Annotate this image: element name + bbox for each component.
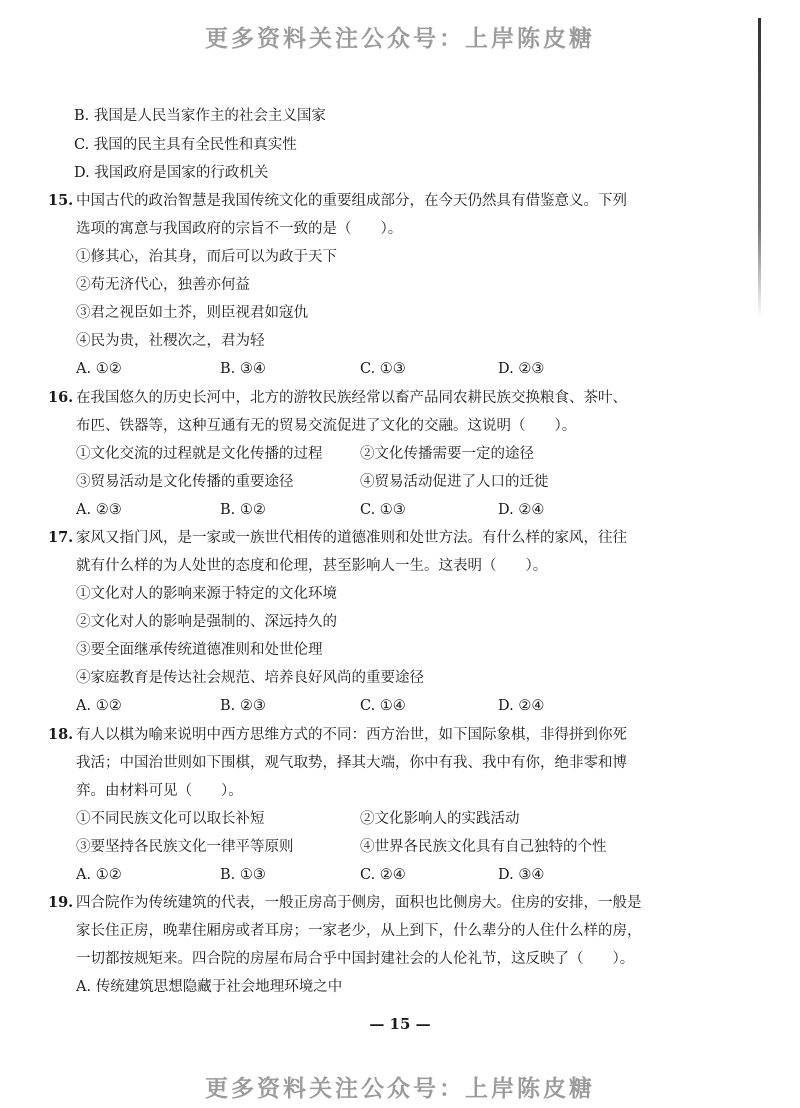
question-15-number: 15. (48, 192, 74, 209)
question-19-stem-3: 一切都按规矩来。四合院的房屋布局合乎中国封建社会的人伦礼节，这反映了（ ）。 (76, 951, 635, 967)
question-18-item-4: ④世界各民族文化具有自己独特的个性 (360, 839, 607, 855)
question-15-item-3: ③君之视臣如土芥，则臣视君如寇仇 (76, 305, 308, 321)
page-number: — 15 — (369, 1015, 431, 1033)
question-18-option-b: B. ①③ (220, 867, 266, 883)
question-18-option-a: A. ①② (76, 867, 122, 883)
question-19-stem-1: 四合院作为传统建筑的代表，一般正房高于侧房，面积也比侧房大。住房的安排，一般是 (76, 895, 642, 911)
watermark-top: 更多资料关注公众号：上岸陈皮糖 (205, 26, 595, 52)
question-15-stem-2: 选项的寓意与我国政府的宗旨不一致的是（ ）。 (76, 221, 403, 237)
question-19-number: 19. (48, 894, 74, 911)
question-19-option-a: A. 传统建筑思想隐藏于社会地理环境之中 (76, 979, 343, 995)
question-17-item-1: ①文化对人的影响来源于特定的文化环境 (76, 586, 337, 602)
question-16-item-4: ④贸易活动促进了人口的迁徙 (360, 474, 549, 490)
question-18-option-d: D. ③④ (498, 867, 545, 883)
question-18-stem-2: 我活；中国治世则如下围棋，观气取势，择其大端，你中有我、我中有你，绝非零和博 (76, 755, 627, 771)
question-17-item-3: ③要全面继承传统道德准则和处世伦理 (76, 642, 323, 658)
question-16-item-3: ③贸易活动是文化传播的重要途径 (76, 474, 294, 490)
question-15-item-4: ④民为贵，社稷次之，君为轻 (76, 333, 265, 349)
question-18-stem-3: 弈。由材料可见（ ）。 (76, 783, 243, 799)
question-16-stem-1: 在我国悠久的历史长河中，北方的游牧民族经常以畜产品同农耕民族交换粮食、茶叶、 (76, 390, 627, 406)
question-17-number: 17. (48, 529, 74, 546)
question-15-item-1: ①修其心，治其身，而后可以为政于天下 (76, 249, 337, 265)
watermark-bottom: 更多资料关注公众号：上岸陈皮糖 (205, 1076, 595, 1102)
question-19-stem-2: 家长住正房，晚辈住厢房或者耳房；一家老少，从上到下，什么辈分的人住什么样的房， (76, 923, 642, 939)
question-15-stem-1: 中国古代的政治智慧是我国传统文化的重要组成部分，在今天仍然具有借鉴意义。下列 (76, 193, 627, 209)
question-15-option-a: A. ①② (76, 361, 122, 377)
question-16-item-2: ②文化传播需要一定的途径 (360, 446, 534, 462)
prev-option-c: C. 我国的民主具有全民性和真实性 (74, 137, 297, 153)
question-16-stem-2: 布匹、铁器等，这种互通有无的贸易交流促进了文化的交融。这说明（ ）。 (76, 418, 577, 434)
question-15-item-2: ②苟无济代心，独善亦何益 (76, 277, 250, 293)
question-17-option-a: A. ①② (76, 698, 122, 714)
question-16-option-a: A. ②③ (76, 502, 122, 518)
question-17-option-b: B. ②③ (220, 698, 266, 714)
prev-option-b: B. 我国是人民当家作主的社会主义国家 (74, 108, 326, 124)
question-18-option-c: C. ②④ (360, 867, 406, 883)
question-18-item-3: ③要坚持各民族文化一律平等原则 (76, 839, 294, 855)
question-15-option-d: D. ②③ (498, 361, 545, 377)
question-17-option-c: C. ①④ (360, 698, 406, 714)
question-17-stem-1: 家风又指门风，是一家或一族世代相传的道德准则和处世方法。有什么样的家风，往往 (76, 530, 627, 546)
question-16-option-c: C. ①③ (360, 502, 406, 518)
question-18-stem-1: 有人以棋为喻来说明中西方思维方式的不同：西方治世，如下国际象棋，非得拼到你死 (76, 727, 627, 743)
question-16-option-d: D. ②④ (498, 502, 545, 518)
question-17-stem-2: 就有什么样的为人处世的态度和伦理，甚至影响人一生。这表明（ ）。 (76, 558, 548, 574)
question-18-item-1: ①不同民族文化可以取长补短 (76, 811, 265, 827)
question-16-number: 16. (48, 389, 74, 406)
prev-option-d: D. 我国政府是国家的行政机关 (74, 165, 269, 181)
question-17-option-d: D. ②④ (498, 698, 545, 714)
question-17-item-4: ④家庭教育是传达社会规范、培养良好风尚的重要途径 (76, 670, 424, 686)
question-17-item-2: ②文化对人的影响是强制的、深远持久的 (76, 614, 337, 630)
question-16-option-b: B. ①② (220, 502, 266, 518)
question-18-item-2: ②文化影响人的实践活动 (360, 811, 520, 827)
question-15-option-c: C. ①③ (360, 361, 406, 377)
question-16-item-1: ①文化交流的过程就是文化传播的过程 (76, 446, 323, 462)
scan-edge-line (758, 18, 761, 318)
question-15-option-b: B. ③④ (220, 361, 266, 377)
question-18-number: 18. (48, 726, 74, 743)
